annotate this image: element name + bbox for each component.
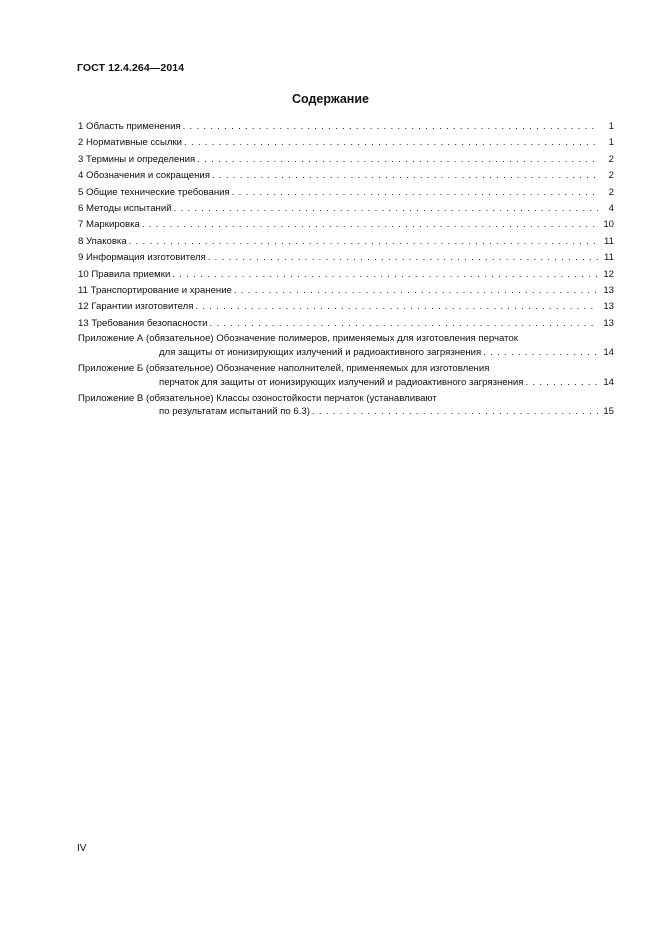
toc-leader-dots [232,185,598,201]
toc-title: Содержание [291,92,369,106]
toc-entry-page: 15 [603,406,614,418]
toc-leader-dots [172,267,598,283]
toc-leader-dots [234,283,598,299]
toc-entry-6[interactable] [78,201,614,217]
toc-leader-dots [184,135,598,151]
toc-entry-3[interactable] [78,152,614,168]
toc-appendix-label: по результатам испытаний по 6.3) [159,406,310,418]
toc-entry-label: 13 Требования безопасности [78,317,208,329]
toc-entry-page: 13 [603,301,614,313]
toc-appendix-continuation [78,376,614,389]
toc-entry-page: 2 [608,186,614,198]
toc-entry-page: 13 [603,285,614,297]
toc-appendix-title: Приложение Б (обязательное) Обозначение наполнителей, применяемых для изготовления [78,363,490,375]
toc-entry-8[interactable] [78,234,614,250]
toc-entry-page: 14 [603,346,614,358]
toc-entry-10[interactable] [78,267,614,283]
toc-entry-page: 11 [604,235,614,247]
toc-entry-page: 14 [603,376,614,388]
toc-entry-page: 2 [608,153,614,165]
toc-entry-page: 11 [604,252,614,264]
toc-appendix-v[interactable] [78,392,614,419]
document-code-header: ГОСТ 12.4.264—2014 [77,62,185,74]
toc-leader-dots [526,376,599,389]
toc-entry-label: 3 Термины и определения [78,153,196,165]
toc-entry-label: 7 Маркировка [78,219,140,231]
toc-appendix-a[interactable] [78,332,614,359]
toc-entry-12[interactable] [78,299,614,315]
toc-entry-4[interactable] [78,168,614,184]
toc-entry-page: 13 [603,317,614,329]
toc-leader-dots [142,217,598,233]
toc-entry-page: 4 [608,203,614,215]
toc-entry-page: 2 [608,170,614,182]
toc-entry-label: 6 Методы испытаний [78,203,172,215]
toc-entry-page: 1 [608,121,614,132]
toc-leader-dots [312,405,598,418]
toc-appendix-continuation [78,346,614,359]
toc-entry-label: 10 Правила приемки [78,268,171,280]
toc-entry-11[interactable] [78,283,614,299]
toc-entry-13[interactable] [78,316,614,332]
toc-entry-label: 9 Информация изготовителя [78,252,206,264]
toc-appendix-label: перчаток для защиты от ионизирующих излучений и радиоактивного загрязнения [159,376,524,388]
toc-entry-7[interactable] [78,217,614,233]
toc-leader-dots [212,168,598,184]
page-number: IV [77,843,87,854]
toc-entry-9[interactable] [78,250,614,266]
toc-leader-dots [208,250,598,266]
toc-entry-label: 2 Нормативные ссылки [78,137,183,149]
toc-entry-label: 12 Гарантии изготовителя [78,301,194,313]
toc-appendix-title: Приложение А (обязательное) Обозначение полимеров, применяемых для изготовления перчаток [78,333,518,345]
toc-leader-dots [183,119,598,135]
toc-entry-page: 12 [603,268,614,280]
toc-leader-dots [483,346,598,359]
toc-leader-dots [129,234,598,250]
toc-entry-2[interactable] [78,135,614,151]
toc-entry-1[interactable] [78,119,614,135]
toc-leader-dots [174,201,598,217]
toc-entry-label: 11 Транспортирование и хранение [78,285,232,297]
toc-entry-label: 5 Общие технические требования [78,186,230,198]
toc-entry-label: 1 Область применения [78,121,181,132]
toc-leader-dots [197,152,598,168]
toc-entry-page: 10 [603,219,614,231]
table-of-contents [78,119,614,422]
toc-leader-dots [210,316,598,332]
toc-entry-page: 1 [608,137,614,149]
toc-leader-dots [195,299,598,315]
toc-appendix-title: Приложение В (обязательное) Классы озоностойкости перчаток (устанавливают [78,392,437,404]
toc-entry-5[interactable] [78,185,614,201]
toc-appendix-label: для защиты от ионизирующих излучений и радиоактивного загрязнения [159,346,482,358]
toc-appendix-b[interactable] [78,362,614,389]
toc-entry-label: 8 Упаковка [78,235,127,247]
toc-entry-label: 4 Обозначения и сокращения [78,170,210,182]
toc-appendix-continuation [78,405,614,418]
